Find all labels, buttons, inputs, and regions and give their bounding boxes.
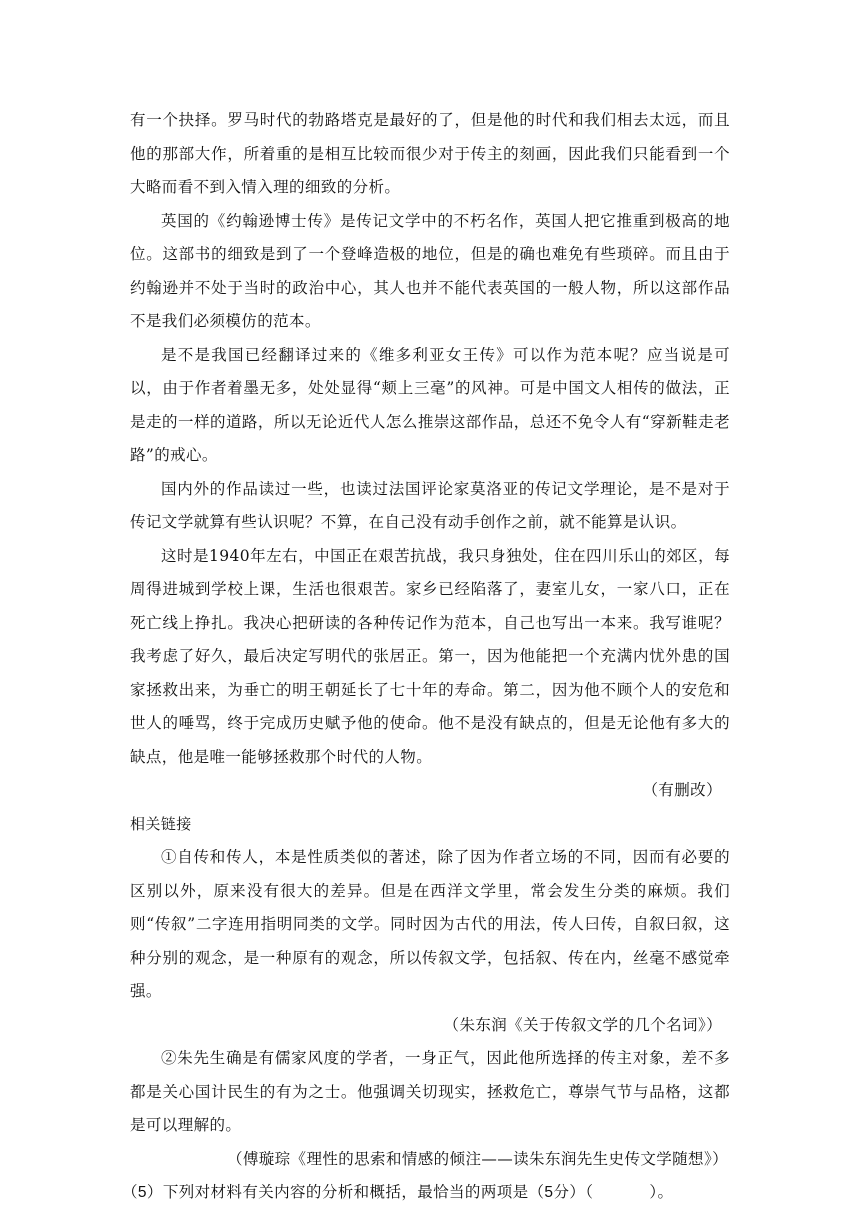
related-links-label: 相关链接 (130, 814, 192, 833)
question-5-end: ）。 (649, 1184, 674, 1201)
passage-paragraph-4: 国内外的作品读过一些，也读过法国评论家莫洛亚的传记文学理论，是不是对于传记文学就算有些认识呢？不算，在自己没有动手创作之前，就不能算是认识。 (130, 479, 730, 531)
passage-paragraph-5: 这时是1940年左右，中国正在艰苦抗战，我只身独处，住在四川乐山的郊区，每周得进城到学校上课，生活也很艰苦。家乡已经陷落了，妻室儿女，一家八口，正在死亡线上挣扎。我决心把研读的各种传记作为范本，自己也写出一本来。我写谁呢？我考虑了好久，最后决定写明代的张居正。第一，因为他能把一个充满内忧外患的国家拯救出来，为垂亡的明王朝延长了七十年的寿命。第二，因为他不顾个人的安危和世人的唾骂，终于完成历史赋予他的使命。他不是没有缺点的，但是无论他有多大的缺点，他是唯一能够拯救那个时代的人物。 (130, 546, 730, 766)
related-item-1: ①自传和传人，本是性质类似的著述，除了因为作者立场的不同，因而有必要的区别以外，原来没有很大的差异。但是在西洋文学里，常会发生分类的麻烦。我们则“传叙”二字连用指明同类的文学。同时因为古代的用法，传人曰传，自叙曰叙，这种分别的观念，是一种原有的观念，所以传叙文学，包括叙、传在内，丝毫不感觉牵强。 (130, 848, 730, 1000)
document-body (122, 104, 730, 1210)
passage-paragraph-2: 英国的《约翰逊博士传》是传记文学中的不朽名作，英国人把它推重到极高的地位。这部书的细致是到了一个登峰造极的地位，但是的确也难免有些琐碎。而且由于约翰逊并不处于当时的政治中心，其人也并不能代表英国的一般人物，所以这部作品不是我们必须模仿的范本。 (130, 211, 730, 330)
related-item-2: ②朱先生确是有儒家风度的学者，一身正气，因此他所选择的传主对象，差不多都是关心国计民生的有为之士。他强调关切现实，拯救危亡，尊崇气节与品格，这都是可以理解的。 (130, 1049, 730, 1134)
related-source-1: （朱东润《关于传叙文学的几个名词》） (443, 1015, 722, 1034)
edit-note: （有删改） (642, 781, 722, 799)
passage-paragraph-3: 是不是我国已经翻译过来的《维多利亚女王传》可以作为范本呢？应当说是可以，由于作者着墨无多，处处显得“颊上三毫”的风神。可是中国文人相传的做法，正是走的一样的道路，所以无论近代人怎么推崇这部作品，总还不免令人有“穿新鞋走老路”的戒心。 (130, 345, 730, 464)
related-source-2: （傅璇琮《理性的思索和情感的倾注——读朱东润先生史传文学随想》） (226, 1149, 728, 1168)
question-5 (122, 1176, 730, 1210)
passage-paragraph-1: 有一个抉择。罗马时代的勃路塔克是最好的了，但是他的时代和我们相去太远，而且他的那部大作，所着重的是相互比较而很少对于传主的刻画，因此我们只能看到一个大略而看不到入情入理的细致的分析。 (130, 111, 730, 196)
question-5-text: （5）下列对材料有关内容的分析和概括，最恰当的两项是（5分）（ (122, 1184, 594, 1201)
